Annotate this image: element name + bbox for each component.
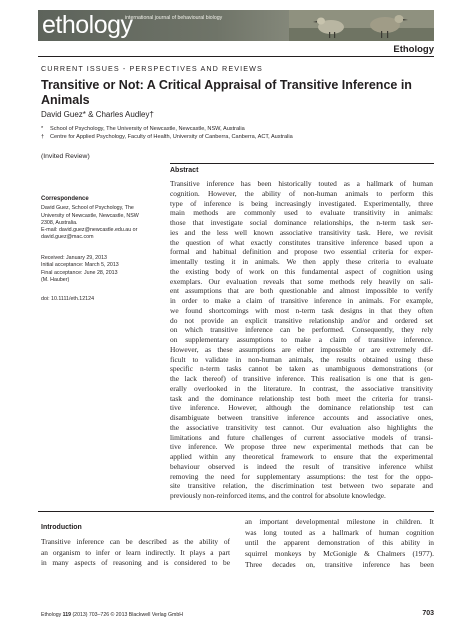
text-line: ent assumptions that are both questionable and almost impossible to verify	[170, 286, 433, 296]
text-line: type of inference is being increasingly investigated. Experimentally, three	[170, 198, 433, 208]
text-line: on which transitive inference can be performed. Consequently, they rely	[170, 325, 433, 335]
citation-volume: 119	[62, 612, 72, 618]
date-line: Received: January 29, 2013	[41, 255, 107, 261]
text-line: tive inference. We propose three new experimental methods that can be	[170, 442, 433, 452]
date-line: Initial acceptance: March 5, 2013	[41, 262, 119, 269]
text-line: task and the dominance relationship test both meet the criteria for transi-	[170, 393, 433, 403]
text-line: Transitive inference has been historically touted as a hallmark of human	[170, 179, 433, 188]
text-line: was long touted as a hallmark of human cognition	[245, 527, 434, 537]
text-line: applied within any theoretical framework to ensure that the experimental	[170, 452, 433, 461]
text-line: imentally testing it in animals. We then apply these criteria to evaluate	[170, 257, 433, 266]
introduction-right-column	[245, 517, 434, 570]
affiliation-text: Centre for Applied Psychology, Faculty of Health, University of Canberra, Canberra, ACT, Australia	[50, 134, 293, 140]
article-type: (Invited Review)	[41, 153, 90, 160]
text-line: the existing body of work on this fundamental aspect of cognition using	[170, 266, 433, 276]
correspondence-line: 2308, Australia.	[41, 219, 78, 226]
journal-logo: ethology	[42, 11, 133, 39]
text-line: in order to make a claim of transitive inference in animals. For example,	[170, 296, 433, 305]
text-line: an important developmental milestone in children. It	[245, 517, 434, 526]
title-line: Transitive or Not: A Critical Appraisal of Transitive Inference in	[41, 78, 412, 92]
text-line: cognition. However, the ability of non-human animals to perform this	[170, 188, 433, 198]
page-number: 703	[422, 610, 434, 617]
affiliation	[41, 134, 293, 140]
introduction-left-column	[41, 537, 230, 569]
text-line: the question of what exactly constitutes transitive inference based upon a	[170, 237, 433, 247]
citation-journal: Ethology	[41, 612, 63, 618]
text-line: limitations and future challenges of current associative models of transi-	[170, 432, 433, 442]
text-line: main methods are commonly used to evaluate transitivity in animals:	[170, 208, 433, 218]
text-line: the associative transitivity test cannot. Our evaluation also highlights the	[170, 422, 433, 432]
text-line: an organism to infer or learn indirectly. It plays a part	[41, 547, 230, 557]
date-line: (M. Hauber)	[41, 276, 70, 283]
abstract-body	[170, 179, 433, 501]
text-line: disambiguate between transitive inference accounts and associative ones,	[170, 413, 433, 422]
text-line: site transitive relation, the discrimination test between two separate and	[170, 481, 433, 491]
doi-text: doi: 10.1111/eth.12124	[41, 296, 95, 302]
abstract-heading: Abstract	[170, 167, 199, 174]
correspondence-heading: Correspondence	[41, 196, 89, 202]
text-line: behaviour observed is indeed the result of transitive inference whilst	[170, 461, 433, 471]
affiliation	[41, 126, 245, 132]
text-line: on supplementary assumptions to make a claim of transitive inference.	[170, 335, 433, 344]
text-line: ficult to validate in non-human animals, the results obtained using these	[170, 354, 433, 364]
introduction-heading: Introduction	[41, 524, 82, 531]
bird-photo-graphic	[289, 10, 434, 41]
correspondence-line: David Guez, School of Psychology, The	[41, 205, 134, 212]
text-line: exemplars. Our evaluation reveals that some methods rely heavily on sali-	[170, 276, 433, 286]
text-line: ies and the less well known associative transitivity task. Here, we revisit	[170, 227, 433, 237]
dates-block	[41, 255, 156, 284]
text-line: Transitive inference can be described as the ability of	[41, 537, 230, 546]
text-line: previously non-reinforced items, and the control for absolute knowledge.	[170, 491, 386, 500]
abstract-rule	[170, 163, 434, 164]
text-line: we found shortcomings with most n-term task designs in that they often	[170, 305, 433, 315]
correspondence-block	[41, 196, 156, 242]
journal-name: Ethology	[393, 44, 434, 55]
affiliation-mark: *	[41, 126, 44, 132]
correspondence-line: University of Newcastle, Newcastle, NSW	[41, 212, 139, 219]
text-line: those that investigate social dominance relationships, the n-term task ser-	[170, 218, 433, 227]
doi	[41, 296, 156, 303]
header-rule	[38, 56, 434, 57]
text-line: squirrel monkeys by McGonigle & Chalmers (1977).	[245, 549, 434, 559]
affiliation-text: School of Psychology, The University of Newcastle, Newcastle, NSW, Australia	[50, 126, 245, 132]
text-line: the lack thereof) of transitive inference. This realisation is one that is gen-	[170, 374, 433, 383]
text-line: in many aspects of reasoning and is considered to be	[41, 558, 230, 568]
journal-subtitle: international journal of behavioural biology	[125, 15, 223, 21]
footer-citation	[41, 612, 183, 618]
article-title	[41, 78, 431, 107]
date-line: Final acceptance: June 28, 2013	[41, 269, 118, 276]
text-line: erally overlooked in the literature. In contrast, the associative transitivity	[170, 383, 433, 393]
author-list: David Guez* & Charles Audley†	[41, 110, 154, 119]
section-rule	[38, 511, 434, 512]
text-line: Three decades on, transitive inference has been	[245, 559, 434, 569]
text-line: tive inference. However, although the dominance relationship test can	[170, 403, 433, 413]
text-line: However, as these assumptions are either impossible or are extremely dif-	[170, 344, 433, 354]
text-line: formal and habitual definition and propose two essential criteria for exper-	[170, 247, 433, 257]
text-line: do not provide an explicit transitive relationship and/or and ordered set	[170, 315, 433, 325]
affiliation-mark: †	[41, 134, 45, 140]
correspondence-line: david.guez@mac.com	[41, 234, 94, 241]
text-line: removing the need for supplementary assumptions: the test for the oppo-	[170, 471, 433, 481]
text-line: until the apparent demonstration of this ability in	[245, 538, 434, 548]
text-line: specific n-term tasks cannot be taken as unambiguous demonstrations (or	[170, 364, 433, 374]
citation-rest: (2013) 703–726 © 2013 Blackwell Verlag GmbH	[71, 612, 183, 618]
correspondence-line: E-mail: david.guez@newcastle.edu.au or	[41, 227, 138, 234]
title-line: Animals	[41, 92, 90, 107]
section-label: CURRENT ISSUES - PERSPECTIVES AND REVIEWS	[41, 64, 263, 73]
journal-banner	[38, 10, 434, 41]
